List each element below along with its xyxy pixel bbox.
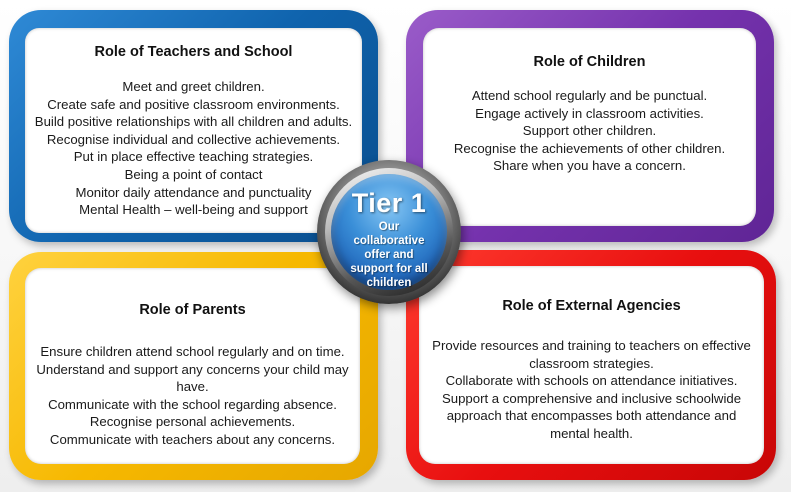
parents-list: [25, 343, 360, 449]
agencies-panel: [419, 266, 764, 464]
teachers-line: Build positive relationships with all children and adults.: [34, 114, 353, 130]
teachers-line: Meet and greet children.: [122, 79, 265, 94]
parents-panel: [25, 268, 360, 464]
hub-ring: [325, 168, 453, 296]
tier1-hub: [317, 160, 461, 304]
agencies-line: Support a comprehensive and inclusive schoolwide: [441, 390, 742, 406]
children-line: Support other children.: [522, 123, 657, 139]
children-quadrant: [406, 10, 774, 242]
parents-line: Communicate with teachers about any concerns.: [49, 431, 336, 447]
teachers-line: Put in place effective teaching strategies.: [73, 149, 314, 165]
children-line: Engage actively in classroom activities.: [475, 105, 704, 121]
hub-core: [331, 174, 447, 290]
agencies-line: classroom strategies.: [529, 355, 654, 371]
children-line: Share when you have a concern.: [493, 158, 686, 174]
parents-title: Role of Parents: [139, 302, 246, 318]
children-title: Role of Children: [533, 54, 646, 70]
parents-quadrant: [9, 252, 378, 480]
teachers-line: Monitor daily attendance and punctuality: [75, 184, 312, 200]
teachers-title: Role of Teachers and School: [94, 44, 293, 60]
hub-title: Tier 1: [351, 188, 427, 218]
teachers-line: Mental Health – well-being and support: [79, 202, 308, 218]
agencies-line: Provide resources and training to teachers on effective: [432, 338, 751, 353]
children-panel: [423, 28, 756, 226]
agencies-line: mental health.: [550, 425, 633, 441]
children-line: Attend school regularly and be punctual.: [471, 88, 708, 103]
agencies-list: [419, 337, 764, 443]
children-list: [423, 87, 756, 175]
teachers-line: Create safe and positive classroom environments.: [47, 96, 340, 112]
children-line: Recognise the achievements of other children.: [453, 140, 726, 156]
hub-subtitle-line: Our: [378, 221, 400, 233]
teachers-panel: [25, 28, 362, 233]
agencies-line: Collaborate with schools on attendance initiatives.: [445, 373, 738, 389]
hub-subtitle-line: offer and: [364, 249, 414, 261]
hub-subtitle-line: collaborative: [353, 235, 425, 247]
parents-line: have.: [176, 379, 209, 395]
parents-line: Communicate with the school regarding absence.: [48, 396, 337, 412]
agencies-quadrant: [406, 250, 776, 480]
teachers-line: Recognise individual and collective achievements.: [46, 131, 341, 147]
hub-subtitle: [331, 220, 447, 290]
agencies-line: approach that encompasses both attendance and: [446, 408, 737, 424]
hub-subtitle-line: support for all: [350, 263, 428, 275]
parents-line: Ensure children attend school regularly and on time.: [40, 344, 345, 359]
agencies-title: Role of External Agencies: [502, 298, 681, 314]
parents-line: Understand and support any concerns your child may: [36, 361, 349, 377]
hub-subtitle-line: children: [366, 277, 412, 289]
parents-line: Recognise personal achievements.: [89, 414, 296, 430]
teachers-line: Being a point of contact: [124, 166, 263, 182]
teachers-list: [25, 78, 362, 219]
